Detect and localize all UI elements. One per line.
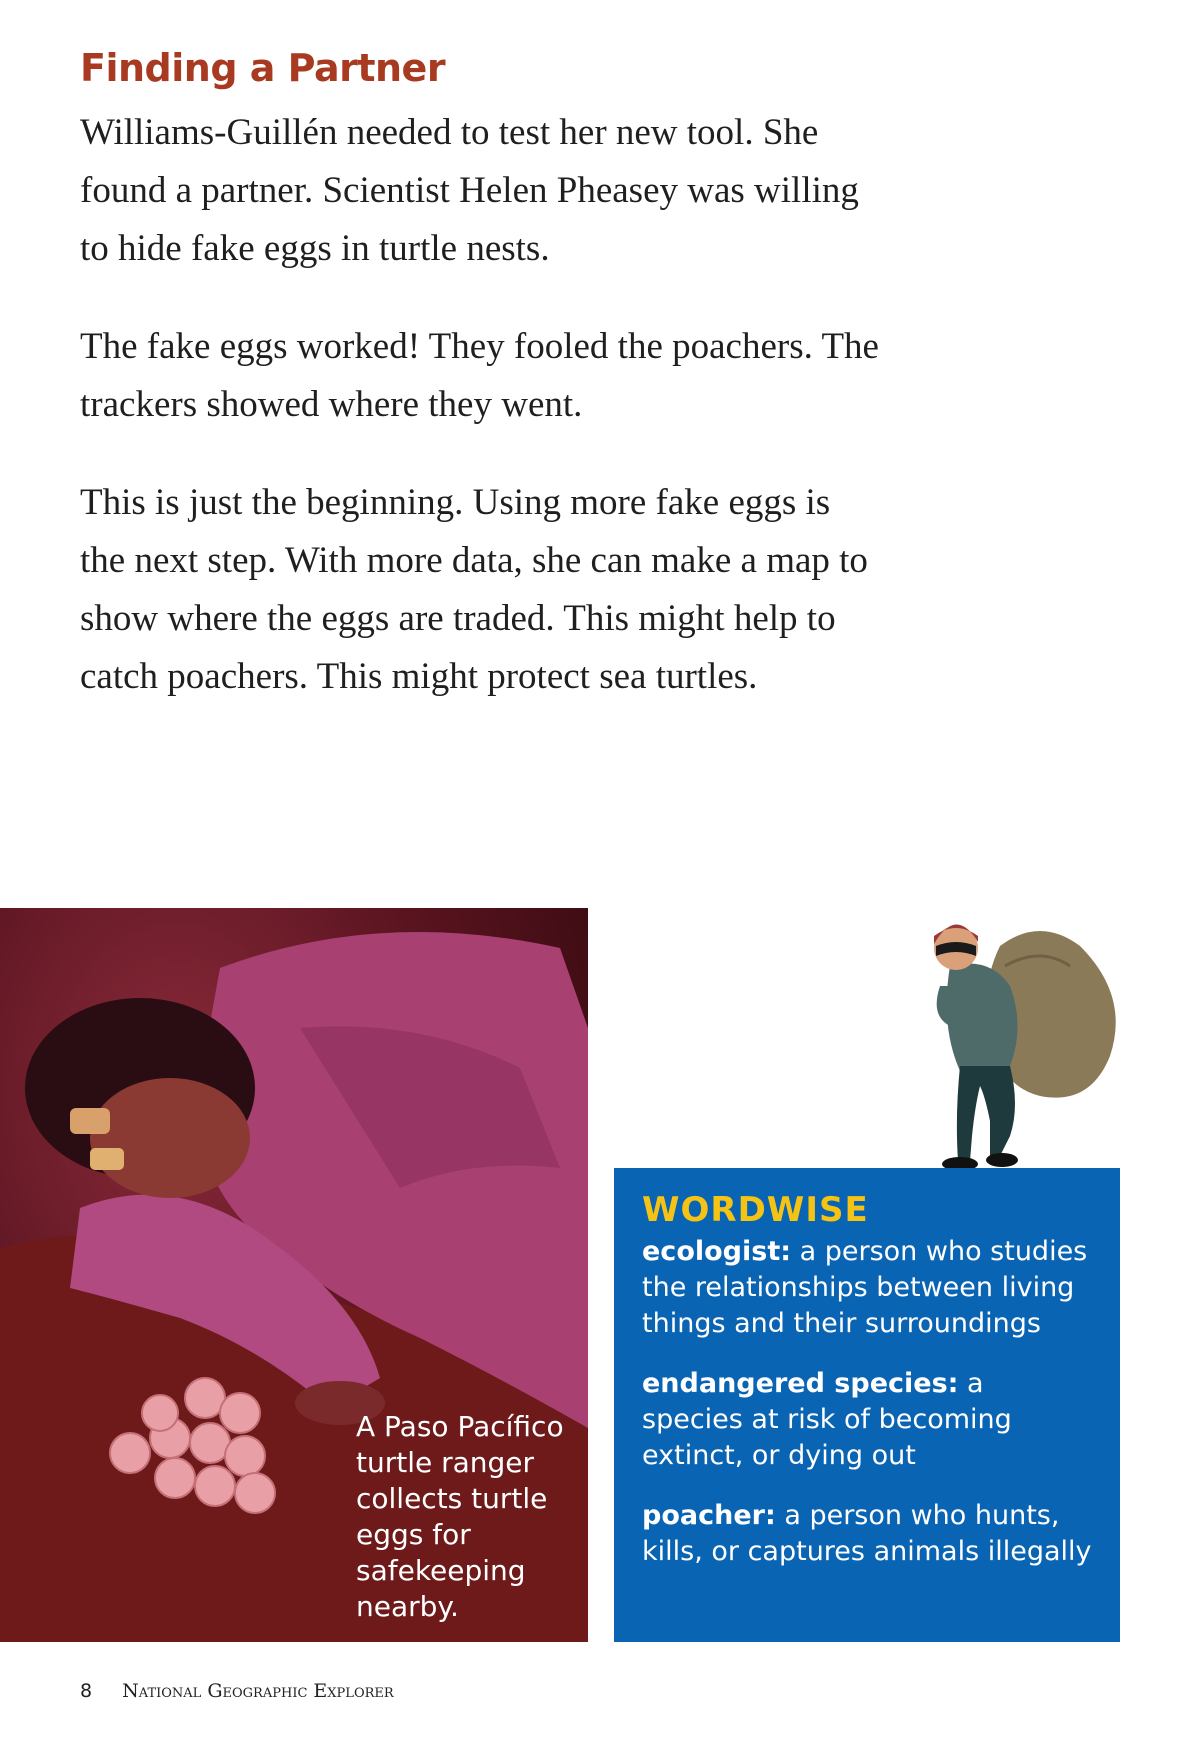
wordwise-term: ecologist: bbox=[642, 1236, 792, 1267]
paragraph-1: Williams-Guillén needed to test her new tool. She found a partner. Scientist Helen Pheasey was willing to hide fake eggs in turtle nests. bbox=[80, 112, 859, 269]
wordwise-definition: a species at risk of becoming extinct, or dying out bbox=[642, 1368, 1012, 1471]
wordwise-definition: a person who hunts, kills, or captures animals illegally bbox=[642, 1500, 1092, 1567]
page-footer bbox=[80, 1680, 394, 1702]
photo-caption: A Paso Pacífico turtle ranger collects turtle eggs for safekeeping nearby. bbox=[356, 1410, 564, 1623]
publication-name: National Geographic Explorer bbox=[122, 1680, 394, 1702]
body-text bbox=[80, 104, 880, 746]
wordwise-title: WORDWISE bbox=[642, 1190, 869, 1230]
paragraph-2: The fake eggs worked! They fooled the poachers. The trackers showed where they went. bbox=[80, 326, 879, 425]
page-number: 8 bbox=[80, 1680, 93, 1702]
wordwise-entry-endangered-species bbox=[642, 1366, 1092, 1474]
wordwise-box bbox=[614, 1168, 1120, 1642]
wordwise-entry-ecologist bbox=[642, 1234, 1092, 1342]
wordwise-term: poacher: bbox=[642, 1500, 776, 1531]
wordwise-term: endangered species: bbox=[642, 1368, 959, 1399]
poacher-illustration bbox=[930, 906, 1120, 1174]
section-heading: Finding a Partner bbox=[80, 46, 446, 90]
wordwise-definition: a person who studies the relationships between living things and their surroundings bbox=[642, 1236, 1088, 1339]
wordwise-entry-poacher bbox=[642, 1498, 1092, 1570]
paragraph-3: This is just the beginning. Using more fake eggs is the next step. With more data, she can make a map to show where the eggs are traded. This might help to catch poachers. This might protect sea turtles. bbox=[80, 482, 868, 697]
